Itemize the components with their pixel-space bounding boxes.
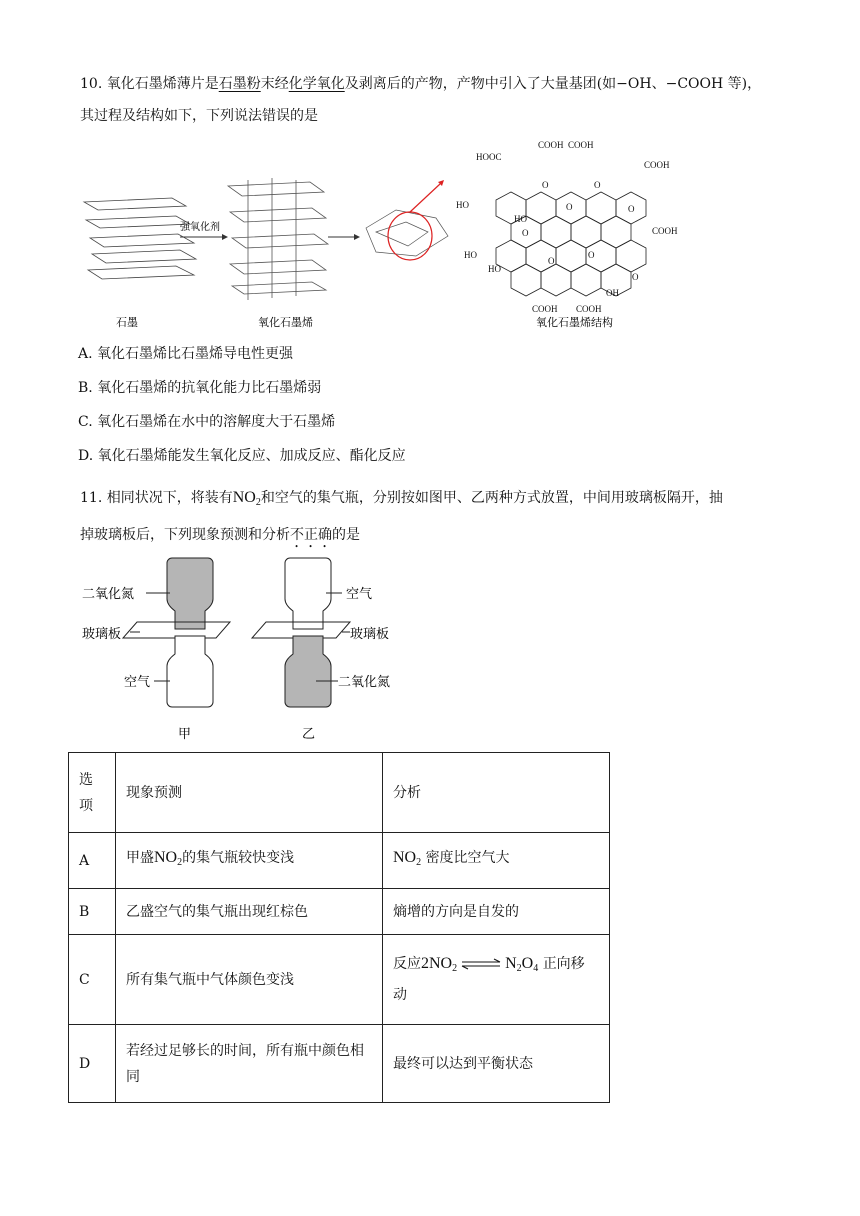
emphasized-text: 不正确 [290, 527, 332, 543]
group-label: HO [514, 214, 527, 224]
group-label: COOH [644, 160, 670, 170]
setup-yi [252, 558, 350, 707]
table-row[interactable] [69, 1025, 610, 1103]
table-header-row [69, 753, 610, 833]
row-option: C [69, 935, 116, 1025]
text: 甲盛 [126, 850, 154, 866]
stem-text: 相同状况下，将装有 [106, 490, 233, 506]
arrow-label: 强氧化剂 [180, 222, 220, 233]
group-label: COOH [532, 304, 558, 314]
row-prediction: 若经过足够长的时间，所有瓶中颜色相同 [116, 1025, 383, 1103]
label-glass-jia: 玻璃板 [82, 627, 122, 642]
stem-text: 及剥离后的产物，产物中引入了大量基团(如−OH、−COOH 等)， [344, 76, 762, 92]
caption-graphene-oxide: 氧化石墨烯 [258, 316, 313, 329]
question-number: 11. [80, 490, 103, 506]
group-label: COOH [576, 304, 602, 314]
graphene-oxide-figure [76, 140, 716, 340]
ketone-label: O [632, 272, 639, 282]
epoxy-label: O [594, 180, 601, 190]
group-label: OH [606, 288, 619, 298]
equilibrium-equation: $2NO_2$ $N_2O_4$ [421, 955, 539, 974]
row-option: A [69, 833, 116, 889]
epoxy-label: O [542, 180, 549, 190]
label-glass-yi: 玻璃板 [350, 627, 390, 642]
question-number: 10. [80, 76, 103, 92]
single-sheet-image [366, 210, 448, 256]
text: 正向移 [542, 956, 585, 972]
row-analysis [383, 833, 610, 889]
header-analysis: 分析 [383, 753, 610, 833]
caption-jia: 甲 [178, 727, 192, 742]
text: 的集气瓶较快变浅 [182, 850, 295, 866]
table-row[interactable] [69, 889, 610, 935]
option-d[interactable]: D. 氧化石墨烯能发生氧化反应、加成反应、酯化反应 [78, 448, 406, 464]
highlight-circle [388, 212, 432, 260]
epoxy-label: O [588, 250, 595, 260]
row-option: D [69, 1025, 116, 1103]
group-label: HOOC [476, 152, 502, 162]
row-analysis: 最终可以达到平衡状态 [383, 1025, 610, 1103]
row-prediction: 所有集气瓶中气体颜色变浅 [116, 935, 383, 1025]
stem-text: 和空气的集气瓶，分别按如图甲、乙两种方式放置，中间用玻璃板隔开，抽 [260, 490, 723, 506]
label-air-yi: 空气 [346, 587, 373, 602]
row-prediction: 乙盛空气的集气瓶出现红棕色 [116, 889, 383, 935]
table-row[interactable] [69, 935, 610, 1025]
option-c[interactable]: C. 氧化石墨烯在水中的溶解度大于石墨烯 [78, 414, 336, 430]
option-b[interactable]: B. 氧化石墨烯的抗氧化能力比石墨烯弱 [78, 380, 322, 396]
underlined-term: 化学氧化 [288, 76, 345, 92]
underlined-term: 石墨粉 [218, 76, 261, 92]
row-analysis: 熵增的方向是自发的 [383, 889, 610, 935]
group-label: HO [464, 250, 477, 260]
epoxy-label: O [566, 202, 573, 212]
text: 反应 [393, 956, 421, 972]
stem-text: 末经 [260, 76, 289, 92]
option-a[interactable]: A. 氧化石墨烯比石墨烯导电性更强 [78, 346, 294, 362]
row-prediction [116, 833, 383, 889]
caption-structure: 氧化石墨烯结构 [536, 316, 613, 329]
epoxy-label: O [522, 228, 529, 238]
graphite-layers-image [84, 198, 196, 279]
answer-table [68, 752, 610, 1103]
label-no2-jia: 二氧化氮 [82, 587, 135, 602]
no2-formula: $NO_2$ [393, 849, 422, 868]
label-no2-yi: 二氧化氮 [338, 675, 391, 690]
header-prediction: 现象预测 [116, 753, 383, 833]
group-label: COOH [568, 140, 594, 150]
graphene-oxide-layers-image [228, 178, 328, 300]
text: 密度比空气大 [425, 850, 510, 866]
stem-text: 的是 [332, 527, 360, 543]
stem-text: 氧化石墨烯薄片是 [106, 76, 219, 92]
epoxy-label: O [548, 256, 555, 266]
caption-yi: 乙 [302, 727, 316, 742]
group-label: COOH [538, 140, 564, 150]
label-air-jia: 空气 [124, 675, 151, 690]
group-label: HO [488, 264, 501, 274]
equilibrium-arrows-icon [460, 958, 502, 970]
question-10-stem [80, 68, 780, 132]
no2-formula: $NO_2$ [232, 489, 261, 508]
caption-graphite: 石墨 [116, 316, 138, 329]
text: 动 [393, 987, 407, 1003]
row-analysis [383, 935, 610, 1025]
stem-text: 掉玻璃板后，下列现象预测和分析 [80, 527, 290, 543]
stem-text: 其过程及结构如下，下列说法错误的是 [80, 108, 318, 124]
group-label: COOH [652, 226, 678, 236]
group-label: HO [456, 200, 469, 210]
no2-formula: $NO_2$ [154, 849, 183, 868]
question-11-stem [80, 482, 780, 551]
header-option: 选项 [69, 753, 116, 833]
graphene-oxide-structure [486, 180, 671, 300]
table-row[interactable] [69, 833, 610, 889]
gas-bottles-figure [80, 552, 420, 747]
epoxy-label: O [628, 204, 635, 214]
row-option: B [69, 889, 116, 935]
